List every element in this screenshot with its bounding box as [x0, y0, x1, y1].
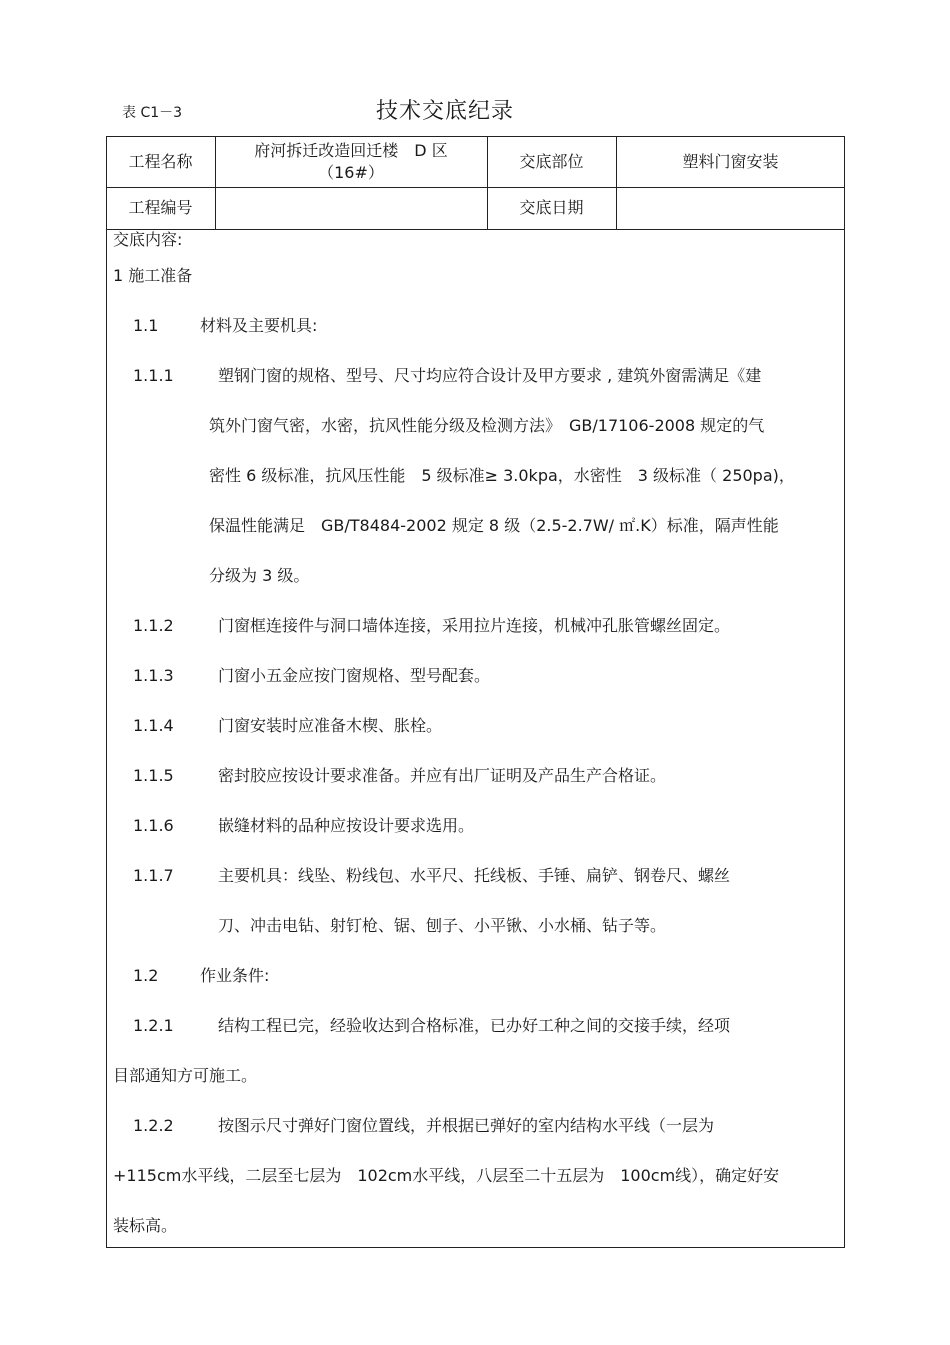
clause-number: 1.1.6 [133, 816, 174, 835]
disclosure-part-value: 塑料门窗安装 [682, 151, 779, 171]
clause-text: 按图示尺寸弹好门窗位置线，并根据已弹好的室内结构水平线（一层为 [218, 1116, 715, 1135]
clause-text: 主要机具：线坠、粉线包、水平尺、托线板、手锤、扁铲、钢卷尺、螺丝 [218, 866, 731, 885]
clause-text: 门窗小五金应按门窗规格、型号配套。 [218, 666, 491, 685]
row-divider [106, 229, 845, 230]
project-name-line1: 府河拆迁改造回迁楼 D 区 [254, 140, 448, 160]
clause-text: 材料及主要机具: [200, 316, 318, 335]
clause-number: 1.2.2 [133, 1116, 174, 1135]
clause-text: 门窗安装时应准备木楔、胀栓。 [218, 716, 443, 735]
form-code: 表 C1－3 [122, 105, 183, 121]
clause-number: 1.1.4 [133, 716, 174, 735]
project-name-label: 工程名称 [128, 151, 193, 171]
clause-text: 装标高。 [113, 1216, 178, 1235]
clause-text: 筑外门窗气密，水密，抗风性能分级及检测方法》 GB/17106-2008 规定的气 [209, 416, 765, 435]
content-heading: 交底内容: [113, 230, 183, 249]
clause-text: 保温性能满足 GB/T8484-2002 规定 8 级（2.5-2.7W/ ㎡.K）标准，隔声性能 [209, 516, 779, 535]
clause-text: 塑钢门窗的规格、型号、尺寸均应符合设计及甲方要求 , 建筑外窗需满足《建 [218, 366, 762, 385]
page-title: 技术交底纪录 [376, 99, 515, 124]
clause-text: 刀、冲击电钻、射钉枪、锯、刨子、小平锹、小水桶、钻子等。 [218, 916, 667, 935]
clause-number: 1.1.1 [133, 366, 174, 385]
project-number-label: 工程编号 [128, 198, 193, 217]
clause-text: 目部通知方可施工。 [113, 1066, 258, 1085]
clause-text: 作业条件: [200, 966, 270, 985]
clause-number: 1.2 [133, 966, 159, 985]
clause-number: 1.1.3 [133, 666, 174, 685]
clause-text: 门窗框连接件与洞口墙体连接，采用拉片连接，机械冲孔胀管螺丝固定。 [218, 616, 731, 635]
clause-text: 分级为 3 级。 [209, 566, 310, 585]
clause-number: 1.1 [133, 316, 159, 335]
disclosure-date-value [616, 187, 845, 229]
clause-number: 1.1.2 [133, 616, 174, 635]
disclosure-part-label: 交底部位 [519, 151, 584, 171]
project-name-line2: （16#） [318, 162, 384, 182]
clause-number: 1.1.7 [133, 866, 174, 885]
project-number-value [215, 187, 487, 229]
project-name-value [215, 136, 487, 187]
clause-text: 密封胶应按设计要求准备。并应有出厂证明及产品生产合格证。 [218, 766, 667, 785]
section-heading: 1 施工准备 [113, 266, 193, 285]
clause-number: 1.1.5 [133, 766, 174, 785]
clause-text: +115cm水平线，二层至七层为 102cm水平线，八层至二十五层为 100cm线），确定好安 [113, 1166, 780, 1185]
clause-text: 结构工程已完，经验收达到合格标准，已办好工种之间的交接手续，经项 [218, 1016, 731, 1035]
disclosure-date-label: 交底日期 [519, 198, 584, 217]
clause-text: 密性 6 级标准，抗风压性能 5 级标准≥ 3.0kpa，水密性 3 级标准（ 250pa)， [209, 466, 795, 485]
clause-text: 嵌缝材料的品种应按设计要求选用。 [218, 816, 475, 835]
clause-number: 1.2.1 [133, 1016, 174, 1035]
